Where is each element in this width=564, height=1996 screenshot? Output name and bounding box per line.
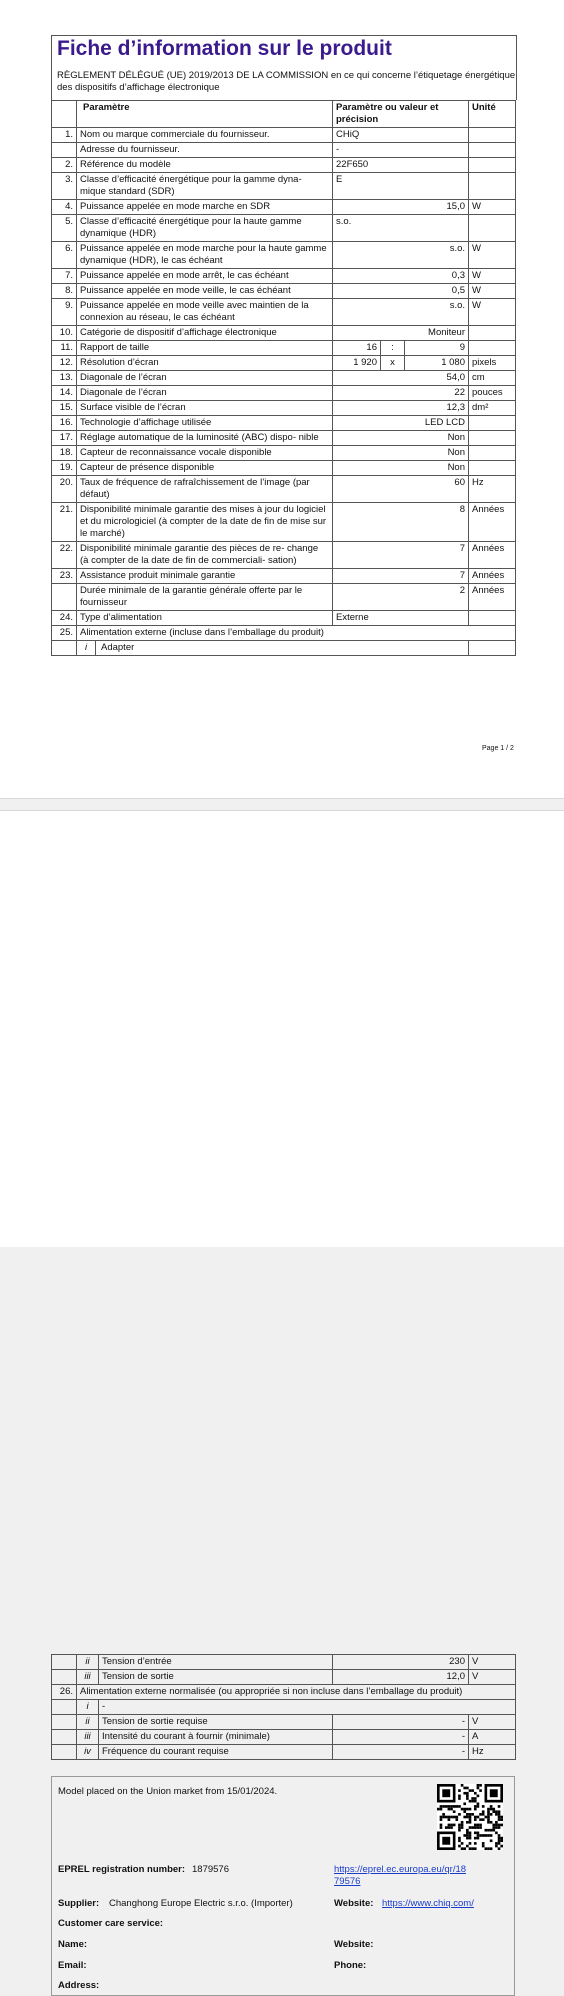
- row-value: -: [333, 143, 469, 158]
- row-number: 11.: [52, 341, 77, 356]
- row-number: 1.: [52, 128, 77, 143]
- aspect-sep: :: [381, 341, 405, 356]
- table-row: [52, 1715, 516, 1730]
- row-value: s.o.: [333, 215, 469, 242]
- table-row: [52, 431, 516, 446]
- blank-cell: [52, 1745, 77, 1760]
- row-value: s.o.: [333, 299, 469, 326]
- table-row: [52, 143, 516, 158]
- row-label: Adapter: [101, 642, 135, 653]
- blank-cell: [52, 1655, 77, 1670]
- customer-care-label: Customer care service:: [58, 1918, 164, 1929]
- row-label: Résolution d’écran: [77, 356, 333, 371]
- row-value: 8: [333, 503, 469, 542]
- row-label: Rapport de taille: [77, 341, 333, 356]
- row-unit: V: [469, 1670, 516, 1685]
- sub-index: iii: [77, 1730, 99, 1745]
- row-label: Puissance appelée en mode marche pour la haute gamme dynamique (HDR), le cas échéant: [77, 242, 333, 269]
- row-number: 5.: [52, 215, 77, 242]
- name-label: Name:: [58, 1939, 88, 1950]
- row-value: -: [333, 1715, 469, 1730]
- table-row: [52, 128, 516, 143]
- table-row: [52, 173, 516, 200]
- row-label: Réglage automatique de la luminosité (ABC) dispo- nible: [77, 431, 333, 446]
- table-row: [52, 416, 516, 431]
- row-value: Moniteur: [333, 326, 469, 341]
- page-number: Page 1 / 2: [482, 745, 514, 752]
- table-row: [52, 401, 516, 416]
- row-value: -: [333, 1730, 469, 1745]
- row-label: Durée minimale de la garantie générale offerte par le fournisseur: [77, 584, 333, 611]
- row-unit: [469, 431, 516, 446]
- row-value: Non: [333, 446, 469, 461]
- table-row: [52, 386, 516, 401]
- row-number: 2.: [52, 158, 77, 173]
- row-number: 13.: [52, 371, 77, 386]
- table-row-25-i: [52, 641, 516, 656]
- row-number: 14.: [52, 386, 77, 401]
- row-number: [52, 584, 77, 611]
- row-number: 18.: [52, 446, 77, 461]
- row-value: 22: [333, 386, 469, 401]
- table-row: [52, 371, 516, 386]
- row-unit: pouces: [469, 386, 516, 401]
- header-num-cell: [52, 101, 77, 128]
- row-unit: [469, 143, 516, 158]
- registration-card: [51, 1776, 515, 1996]
- row-label: Intensité du courant à fournir (minimale): [99, 1730, 333, 1745]
- row-unit: [469, 446, 516, 461]
- row-label: Alimentation externe normalisée (ou appropriée si non incluse dans l’emballage du produit): [77, 1685, 516, 1700]
- sub-index: iv: [77, 1745, 99, 1760]
- power-supply-table: [51, 1654, 516, 1760]
- row-label: Tension de sortie: [99, 1670, 333, 1685]
- row-label: Capteur de présence disponible: [77, 461, 333, 476]
- row-number: 8.: [52, 284, 77, 299]
- table-row: [52, 158, 516, 173]
- table-header-row: [52, 101, 516, 128]
- row-unit: [469, 416, 516, 431]
- row-unit: Années: [469, 584, 516, 611]
- row-number: 17.: [52, 431, 77, 446]
- row-unit: [469, 128, 516, 143]
- adapter-cell: [77, 641, 469, 656]
- row-unit: [469, 326, 516, 341]
- row-number: 7.: [52, 269, 77, 284]
- table-row: [52, 476, 516, 503]
- row-label: Taux de fréquence de rafraîchissement de l’image (par défaut): [77, 476, 333, 503]
- row-unit: Années: [469, 569, 516, 584]
- row-unit: W: [469, 284, 516, 299]
- row-label: Diagonale de l’écran: [77, 371, 333, 386]
- row-label: Capteur de reconnaissance vocale disponible: [77, 446, 333, 461]
- row-label: Puissance appelée en mode veille avec maintien de la connexion au réseau, le cas échéant: [77, 299, 333, 326]
- header-unit: Unité: [469, 101, 516, 128]
- row-unit: [469, 173, 516, 200]
- row-label: Disponibilité minimale garantie des mises à jour du logiciel et du micrologiciel (à compter de la date de fin de mise sur le marché): [77, 503, 333, 542]
- aspect-b: 9: [405, 341, 469, 356]
- row-number: 24.: [52, 611, 77, 626]
- row-label: Puissance appelée en mode arrêt, le cas échéant: [77, 269, 333, 284]
- row-number: 26.: [52, 1685, 77, 1700]
- row-unit: dm²: [469, 401, 516, 416]
- row-unit: [469, 611, 516, 626]
- row-unit: V: [469, 1655, 516, 1670]
- email-label: Email:: [58, 1960, 87, 1971]
- table-row: [52, 341, 516, 356]
- row-value: 60: [333, 476, 469, 503]
- table-row-25: [52, 626, 516, 641]
- row-unit: V: [469, 1715, 516, 1730]
- row-value: -: [333, 1745, 469, 1760]
- row-unit: A: [469, 1730, 516, 1745]
- table-row: [52, 269, 516, 284]
- eprel-number: 1879576: [192, 1864, 229, 1875]
- row-label: Catégorie de dispositif d’affichage électronique: [77, 326, 333, 341]
- row-value: 54,0: [333, 371, 469, 386]
- table-row: [52, 215, 516, 242]
- row-label: Assistance produit minimale garantie: [77, 569, 333, 584]
- eprel-link-cont[interactable]: 79576: [334, 1876, 361, 1887]
- website-label: Website:: [334, 1898, 374, 1909]
- row-value: LED LCD: [333, 416, 469, 431]
- table-row: [52, 1670, 516, 1685]
- sub-index: i: [77, 641, 96, 655]
- row-number: 15.: [52, 401, 77, 416]
- row-value: s.o.: [333, 242, 469, 269]
- resolution-b: 1 080: [405, 356, 469, 371]
- row-value: 12,0: [333, 1670, 469, 1685]
- address-label: Address:: [58, 1980, 100, 1991]
- row-unit: [469, 158, 516, 173]
- blank-cell: [52, 1700, 77, 1715]
- row-value: 0,3: [333, 269, 469, 284]
- table-row-26: [52, 1685, 516, 1700]
- page-2: [0, 810, 564, 1991]
- market-date-text: Model placed on the Union market from 15/01/2024.: [58, 1786, 278, 1797]
- eprel-label: EPREL registration number:: [58, 1864, 186, 1875]
- row-label: -: [99, 1700, 516, 1715]
- row-unit: Hz: [469, 1745, 516, 1760]
- row-unit: Années: [469, 542, 516, 569]
- supplier-value: Changhong Europe Electric s.r.o. (Importer): [109, 1898, 293, 1909]
- row-label: Puissance appelée en mode veille, le cas échéant: [77, 284, 333, 299]
- sub-index: ii: [77, 1655, 99, 1670]
- row-number: 25.: [52, 626, 77, 641]
- table-row: [52, 242, 516, 269]
- row-value: Non: [333, 461, 469, 476]
- row-number: 3.: [52, 173, 77, 200]
- row-value: Externe: [333, 611, 469, 626]
- row-number: 19.: [52, 461, 77, 476]
- website2-label: Website:: [334, 1939, 374, 1950]
- row-unit: pixels: [469, 356, 516, 371]
- row-number: 4.: [52, 200, 77, 215]
- row-value: 12,3: [333, 401, 469, 416]
- row-unit: W: [469, 299, 516, 326]
- row-number: 12.: [52, 356, 77, 371]
- row-value: 15,0: [333, 200, 469, 215]
- table-row: [52, 584, 516, 611]
- table-row-26-i: [52, 1700, 516, 1715]
- row-number: 16.: [52, 416, 77, 431]
- page-1: [0, 0, 564, 799]
- table-row: [52, 1745, 516, 1760]
- table-row: [52, 299, 516, 326]
- row-label: Diagonale de l’écran: [77, 386, 333, 401]
- row-unit: [469, 461, 516, 476]
- table-row: [52, 446, 516, 461]
- resolution-sep: x: [381, 356, 405, 371]
- row-unit: Années: [469, 503, 516, 542]
- row-label: Nom ou marque commerciale du fournisseur.: [77, 128, 333, 143]
- table-row: [52, 542, 516, 569]
- sub-index: ii: [77, 1715, 99, 1730]
- page-title: Fiche d’information sur le produit: [57, 37, 392, 60]
- row-label: Tension de sortie requise: [99, 1715, 333, 1730]
- row-label: Référence du modèle: [77, 158, 333, 173]
- row-unit: W: [469, 269, 516, 284]
- row-label: Classe d’efficacité énergétique pour la haute gamme dynamique (HDR): [77, 215, 333, 242]
- table-row: [52, 356, 516, 371]
- row-number: 20.: [52, 476, 77, 503]
- row-unit: Hz: [469, 476, 516, 503]
- phone-label: Phone:: [334, 1960, 367, 1971]
- table-row: [52, 200, 516, 215]
- row-label: Puissance appelée en mode marche en SDR: [77, 200, 333, 215]
- row-number: 6.: [52, 242, 77, 269]
- table-row: [52, 569, 516, 584]
- table-row: [52, 1655, 516, 1670]
- row-label: Classe d’efficacité énergétique pour la gamme dyna- mique standard (SDR): [77, 173, 333, 200]
- row-number: 9.: [52, 299, 77, 326]
- supplier-label: Supplier:: [58, 1898, 100, 1909]
- row-value: 2: [333, 584, 469, 611]
- blank-cell: [52, 1715, 77, 1730]
- row-value: Non: [333, 431, 469, 446]
- row-unit: [469, 341, 516, 356]
- row-unit: W: [469, 242, 516, 269]
- header-value: Paramètre ou valeur et précision: [333, 101, 469, 128]
- table-row: [52, 503, 516, 542]
- row-value: 22F650: [333, 158, 469, 173]
- row-number: 23.: [52, 569, 77, 584]
- row-label: Disponibilité minimale garantie des pièces de re- change (à compter de la date de fin de commerciali- sation): [77, 542, 333, 569]
- header-param: Paramètre: [77, 101, 333, 128]
- row-label: Alimentation externe (incluse dans l’emballage du produit): [77, 626, 516, 641]
- row-label: Type d’alimentation: [77, 611, 333, 626]
- sub-index: i: [77, 1700, 99, 1715]
- website-link[interactable]: https://www.chiq.com/: [382, 1898, 474, 1909]
- row-unit: cm: [469, 371, 516, 386]
- row-unit: [469, 215, 516, 242]
- row-value: 230: [333, 1655, 469, 1670]
- row-unit: W: [469, 200, 516, 215]
- row-number: 22.: [52, 542, 77, 569]
- row-label: Surface visible de l’écran: [77, 401, 333, 416]
- row-value: 7: [333, 569, 469, 584]
- resolution-a: 1 920: [333, 356, 381, 371]
- row-label: Adresse du fournisseur.: [77, 143, 333, 158]
- blank-cell: [469, 641, 516, 656]
- row-value: E: [333, 173, 469, 200]
- row-number: 21.: [52, 503, 77, 542]
- blank-cell: [52, 1670, 77, 1685]
- blank-cell: [52, 641, 77, 656]
- table-row: [52, 284, 516, 299]
- sub-index: iii: [77, 1670, 99, 1685]
- table-row: [52, 461, 516, 476]
- table-row: [52, 611, 516, 626]
- aspect-a: 16: [333, 341, 381, 356]
- product-info-table: [51, 100, 516, 656]
- row-label: Fréquence du courant requise: [99, 1745, 333, 1760]
- qr-code-icon: [437, 1784, 503, 1850]
- row-value: 0,5: [333, 284, 469, 299]
- row-label: Technologie d’affichage utilisée: [77, 416, 333, 431]
- row-label: Tension d’entrée: [99, 1655, 333, 1670]
- table-row: [52, 326, 516, 341]
- eprel-link[interactable]: https://eprel.ec.europa.eu/qr/18: [334, 1864, 467, 1875]
- blank-cell: [52, 1730, 77, 1745]
- row-value: 7: [333, 542, 469, 569]
- table-row: [52, 1730, 516, 1745]
- row-value: CHiQ: [333, 128, 469, 143]
- regulation-text: RÈGLEMENT DÉLÉGUÉ (UE) 2019/2013 DE LA COMMISSION en ce qui concerne l’étiquetage énergétique des dispositifs d’affichage électronique: [57, 70, 516, 93]
- row-number: 10.: [52, 326, 77, 341]
- row-number: [52, 143, 77, 158]
